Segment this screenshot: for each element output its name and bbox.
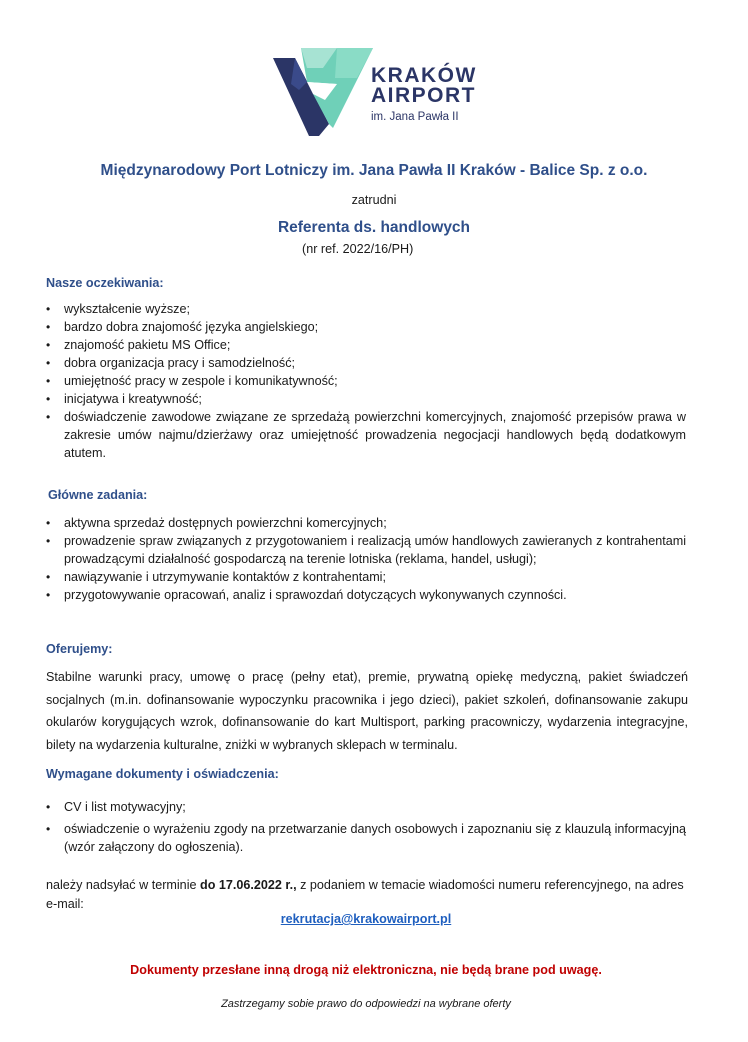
krakow-airport-logo [273,48,503,138]
list-item: • bardzo dobra znajomość języka angielskiego; [46,318,686,336]
expectations-list [46,300,686,462]
reference-number: (nr ref. 2022/16/PH) [302,242,414,256]
documents-heading: Wymagane dokumenty i oświadczenia: [46,767,279,781]
deadline-date: do 17.06.2022 r., [200,878,297,892]
logo-text-airport: AIRPORT [371,84,476,107]
company-name: Międzynarodowy Port Lotniczy im. Jana Pawła II Kraków - Balice Sp. z o.o. [100,162,648,179]
logo-text-patron: im. Jana Pawła II [371,111,459,123]
list-item: • wykształcenie wyższe; [46,300,686,318]
list-item: • prowadzenie spraw związanych z przygotowaniem i realizacją umów handlowych zawieranych z kontrahentami prowadzącymi działalność gospodarczą na terenie lotniska (reklama, handel, usługi); [46,532,686,568]
list-item: • CV i list motywacyjny; [46,798,686,816]
list-item: • inicjatywa i kreatywność; [46,390,686,408]
list-item: • aktywna sprzedaż dostępnych powierzchni komercyjnych; [46,514,686,532]
logo-text-krakow: KRAKÓW [371,64,477,87]
tasks-heading: Główne zadania: [48,488,148,502]
list-item: • znajomość pakietu MS Office; [46,336,686,354]
offer-heading: Oferujemy: [46,642,113,656]
list-item: • umiejętność pracy w zespole i komunikatywność; [46,372,686,390]
list-item: • doświadczenie zawodowe związane ze sprzedażą powierzchni komercyjnych, znajomość przepisów prawa w zakresie umów najmu/dzierżawy oraz umiejętność prowadzenia negocjacji handlowych będą dodatkowym atutem. [46,408,686,462]
hires-text: zatrudni [351,193,397,207]
list-item: • oświadczenie o wyrażeniu zgody na przetwarzanie danych osobowych i zapoznaniu się z klauzulą informacyjną (wzór załączony do ogłoszenia). [46,820,686,856]
warning-text: Dokumenty przesłane inną drogą niż elektroniczna, nie będą brane pod uwagę. [130,963,602,977]
list-item: • przygotowywanie opracowań, analiz i sprawozdań dotyczących wykonywanych czynności. [46,586,686,604]
deadline-suffix: z podaniem w temacie wiadomości numeru referencyjnego, na adres e-mail: [46,878,684,911]
list-item: • dobra organizacja pracy i samodzielność; [46,354,686,372]
footer-note: Zastrzegamy sobie prawo do odpowiedzi na wybrane oferty [221,998,511,1010]
deadline-prefix: należy nadsyłać w terminie [46,878,200,892]
documents-list [46,798,686,856]
expectations-heading: Nasze oczekiwania: [46,276,164,290]
position-title: Referenta ds. handlowych [277,219,471,236]
airport-logo-icon [273,48,373,136]
email-link[interactable]: rekrutacja@krakowairport.pl [280,912,452,926]
deadline-text [46,876,696,914]
tasks-list [46,514,686,604]
offer-text: Stabilne warunki pracy, umowę o pracę (pełny etat), premie, prywatną opiekę medyczną, pakiet świadczeń socjalnych (m.in. dofinansowanie wypoczynku pracownika i jego dzieci), pakiet szkoleń, dofinansowanie zakupu okularów korygujących wzrok, dofinansowanie do kart Multisport, parking pracowniczy, wydarzenia integracyjne, bilety na wydarzenia kulturalne, zniżki w wybranych sklepach w terminalu. [46,670,688,752]
list-item: • nawiązywanie i utrzymywanie kontaktów z kontrahentami; [46,568,686,586]
